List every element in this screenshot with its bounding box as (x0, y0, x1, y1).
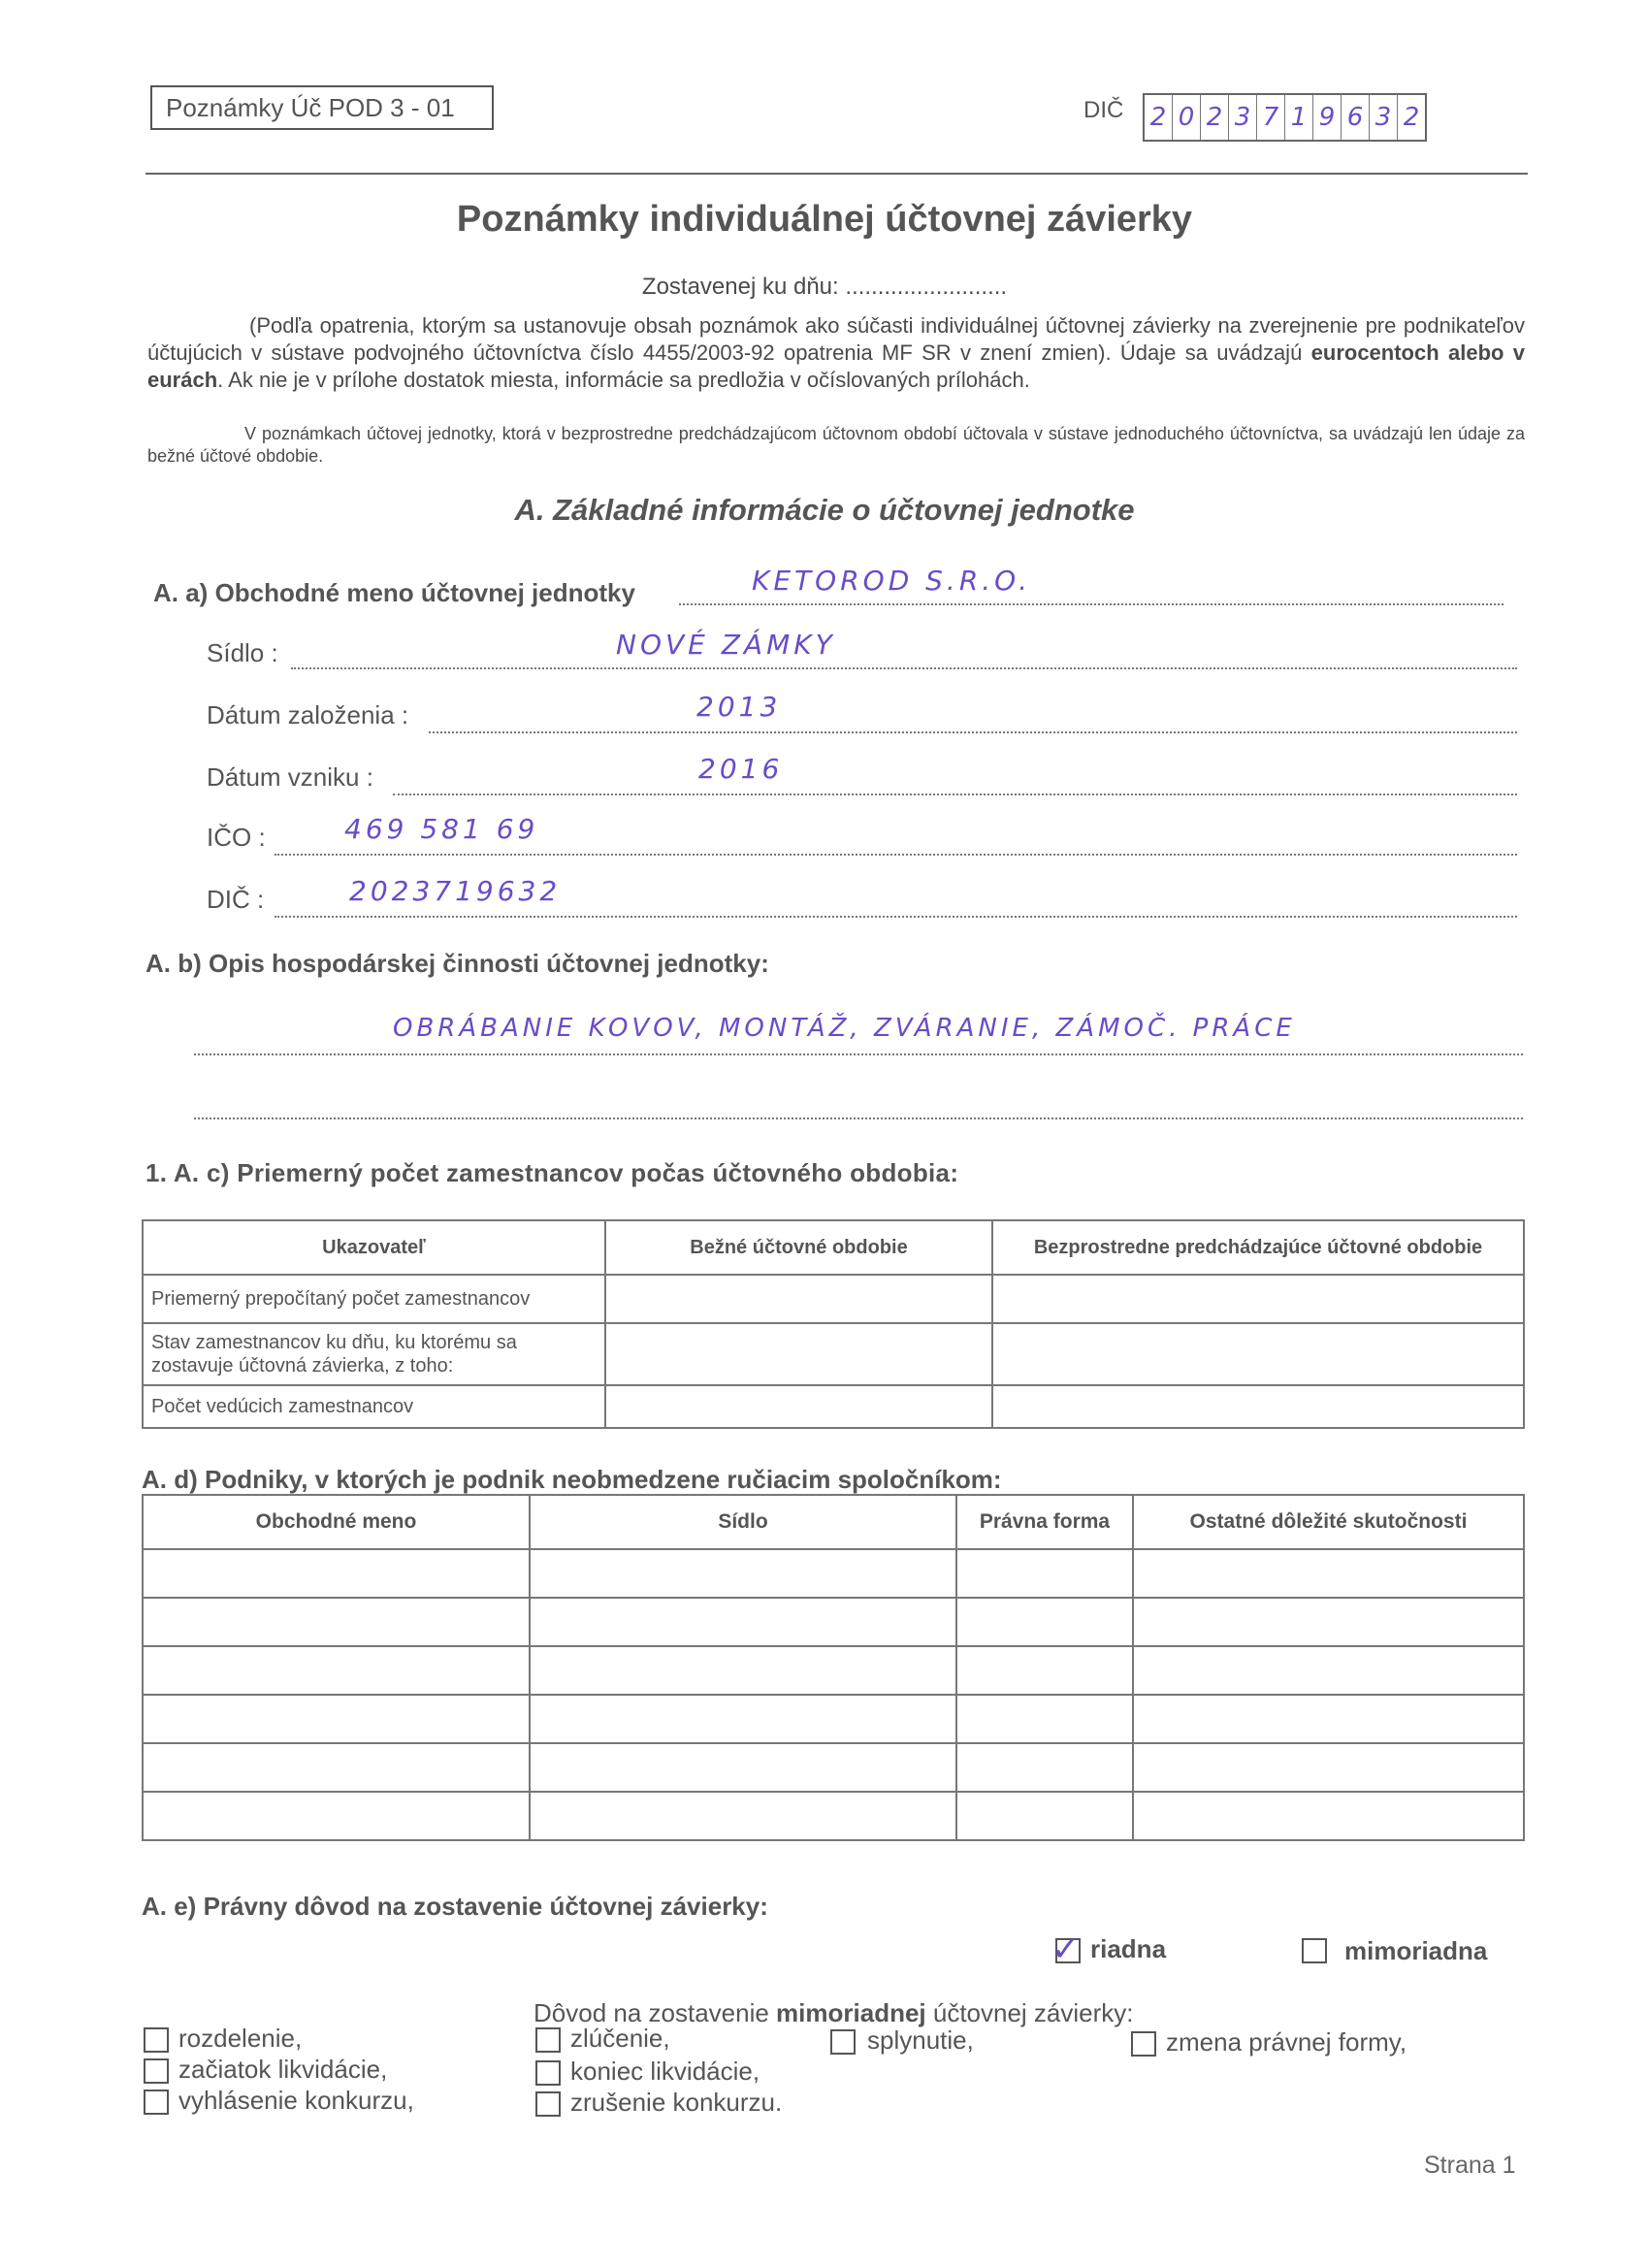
cell-input[interactable] (605, 1275, 992, 1323)
cell-input[interactable] (956, 1549, 1133, 1598)
cell-input[interactable] (605, 1385, 992, 1428)
dic-digit: 3 (1369, 95, 1397, 140)
cell-input[interactable] (1133, 1695, 1524, 1743)
cell-input[interactable] (1133, 1598, 1524, 1646)
row-managers: Počet vedúcich zamestnancov (143, 1385, 605, 1428)
partnerships-table (142, 1494, 1525, 1841)
dic-digit: 3 (1228, 95, 1256, 140)
cell-input[interactable] (530, 1646, 956, 1695)
cell-input[interactable] (992, 1323, 1524, 1385)
legal-reason-label: A. e) Právny dôvod na zostavenie účtovnej závierky: (142, 1892, 768, 1921)
dic-digit: 2 (1200, 95, 1228, 140)
cell-input[interactable] (530, 1792, 956, 1840)
name-label: A. a) Obchodné meno účtovnej jednotky (153, 578, 635, 607)
header-divider (146, 173, 1528, 175)
col-legal-form: Právna forma (956, 1495, 1133, 1549)
cell-input[interactable] (143, 1792, 530, 1840)
liq-end-checkbox[interactable] (535, 2060, 561, 2086)
name-dots (679, 603, 1504, 605)
split-label: rozdelenie, (178, 2024, 303, 2053)
reason-prefix: Dôvod na zostavenie (534, 1998, 777, 2027)
employees-label: 1. A. c) Priemerný počet zamestnancov počas účtovného obdobia: (146, 1158, 959, 1187)
ico-value[interactable]: 469 581 69 (344, 813, 539, 845)
employees-table (142, 1219, 1525, 1429)
section-a-title: A. Základné informácie o účtovnej jednotke (514, 493, 1135, 527)
liq-end-label: koniec likvidácie, (570, 2057, 760, 2086)
ico-label: IČO : (207, 823, 266, 852)
fusion-checkbox[interactable] (830, 2029, 856, 2055)
intro-text: (Podľa opatrenia, ktorým sa ustanovuje obsah poznámok ako súčasti individuálnej účtovnej závierky na zverejnenie pre podnikateľov účtujúcich v sústave podvojného účtovníctva číslo 4455/2003-92 opatrenia MF SR v znení zmien). Údaje sa uvádzajú (147, 313, 1525, 365)
page-number: Strana 1 (1424, 2152, 1516, 2179)
cell-input[interactable] (992, 1385, 1524, 1428)
origin-dots (393, 794, 1517, 795)
dic-digit: 6 (1341, 95, 1369, 140)
page-title: Poznámky individuálnej účtovnej závierky (456, 199, 1193, 240)
dic-digit: 9 (1312, 95, 1341, 140)
col-other-facts: Ostatné dôležité skutočnosti (1133, 1495, 1524, 1549)
merge-label: zlúčenie, (570, 2024, 670, 2053)
legal-form-change-checkbox[interactable] (1131, 2031, 1156, 2057)
col-previous-period: Bezprostredne predchádzajúce účtovné obdobie (992, 1220, 1524, 1275)
activity-label: A. b) Opis hospodárskej činnosti účtovnej jednotky: (146, 949, 769, 978)
fusion-label: splynutie, (867, 2025, 974, 2055)
cell-input[interactable] (1133, 1549, 1524, 1598)
legal-form-change-label: zmena právnej formy, (1166, 2027, 1407, 2057)
bankruptcy-label: vyhlásenie konkurzu, (178, 2086, 414, 2115)
dic-dots (275, 916, 1517, 918)
dic-digit-boxes (1143, 93, 1427, 142)
seat-value[interactable]: NOVÉ ZÁMKY (616, 629, 836, 661)
cell-input[interactable] (1133, 1646, 1524, 1695)
dic-digit: 0 (1172, 95, 1200, 140)
cell-input[interactable] (143, 1743, 530, 1792)
dic-digit: 1 (1284, 95, 1312, 140)
cell-input[interactable] (530, 1695, 956, 1743)
dic-label: DIČ : (207, 885, 265, 914)
origin-value[interactable]: 2016 (698, 753, 784, 785)
split-checkbox[interactable] (144, 2027, 169, 2053)
intro-text-end: . Ak nie je v prílohe dostatok miesta, informácie sa predložia v očíslovaných prílohách. (217, 368, 1030, 392)
dic-header-label: DIČ (1083, 97, 1124, 123)
dic-digit: 2 (1397, 95, 1425, 140)
seat-label: Sídlo : (207, 638, 278, 667)
cell-input[interactable] (143, 1646, 530, 1695)
cell-input[interactable] (143, 1549, 530, 1598)
seat-dots (291, 667, 1517, 669)
bankruptcy-checkbox[interactable] (144, 2090, 169, 2115)
note-paragraph: V poznámkach účtovej jednotky, ktorá v bezprostredne predchádzajúcom účtovnom období účtovala v sústave jednoduchého účtovníctva, sa uvádzajú len údaje za bežné účtové obdobie. (147, 424, 1525, 466)
reason-suffix: účtovnej závierky: (925, 1998, 1134, 2027)
cell-input[interactable] (1133, 1792, 1524, 1840)
dic-digit: 7 (1256, 95, 1284, 140)
origin-label: Dátum vzniku : (207, 762, 373, 792)
name-value[interactable]: KETOROD S.R.O. (752, 565, 1031, 597)
form-code-box: Poznámky Úč POD 3 - 01 (150, 85, 494, 130)
activity-dots-1 (194, 1053, 1523, 1055)
bankruptcy-cancel-label: zrušenie konkurzu. (570, 2088, 783, 2117)
cell-input[interactable] (143, 1598, 530, 1646)
checkmark-icon: ✓ (1051, 1930, 1080, 1969)
col-seat: Sídlo (530, 1495, 956, 1549)
col-current-period: Bežné účtovné obdobie (605, 1220, 992, 1275)
cell-input[interactable] (1133, 1743, 1524, 1792)
cell-input[interactable] (992, 1275, 1524, 1323)
activity-value[interactable]: OBRÁBANIE KOVOV, MONTÁŽ, ZVÁRANIE, ZÁMOČ. PRÁCE (393, 1014, 1296, 1043)
merge-checkbox[interactable] (535, 2027, 561, 2053)
founding-dots (429, 731, 1517, 733)
col-company-name: Obchodné meno (143, 1495, 530, 1549)
dic-digit: 2 (1149, 103, 1167, 132)
founding-value[interactable]: 2013 (696, 691, 782, 723)
extraordinary-checkbox[interactable] (1302, 1938, 1327, 1963)
ico-dots (275, 854, 1517, 856)
extraordinary-label: mimoriadna (1344, 1936, 1488, 1965)
cell-input[interactable] (956, 1792, 1133, 1840)
cell-input[interactable] (605, 1323, 992, 1385)
cell-input[interactable] (530, 1598, 956, 1646)
liq-start-label: začiatok likvidácie, (178, 2055, 388, 2084)
reason-bold: mimoriadnej (776, 1998, 926, 2027)
cell-input[interactable] (143, 1695, 530, 1743)
row-staff-count: Stav zamestnancov ku dňu, ku ktorému sa zostavuje účtovná závierka, z toho: (143, 1323, 605, 1385)
cell-input[interactable] (956, 1743, 1133, 1792)
cell-input[interactable] (956, 1646, 1133, 1695)
intro-bold: eurocentoch alebo v eurách (147, 340, 1525, 392)
col-indicator: Ukazovateľ (143, 1220, 605, 1275)
cell-input[interactable] (956, 1695, 1133, 1743)
compiled-on-line: Zostavenej ku dňu: ......................... (641, 274, 1008, 300)
regular-label: riadna (1090, 1934, 1167, 1963)
liq-start-checkbox[interactable] (144, 2058, 169, 2084)
activity-dots-2 (194, 1118, 1523, 1119)
intro-paragraph (147, 312, 1525, 394)
cell-input[interactable] (956, 1598, 1133, 1646)
cell-input[interactable] (530, 1743, 956, 1792)
bankruptcy-cancel-checkbox[interactable] (535, 2091, 561, 2117)
cell-input[interactable] (530, 1549, 956, 1598)
founding-label: Dátum založenia : (207, 700, 409, 729)
row-avg-employees: Priemerný prepočítaný počet zamestnancov (143, 1275, 605, 1323)
dic-value[interactable]: 2023719632 (349, 875, 562, 907)
partnerships-label: A. d) Podniky, v ktorých je podnik neobmedzene ručiacim spoločníkom: (142, 1465, 1002, 1494)
